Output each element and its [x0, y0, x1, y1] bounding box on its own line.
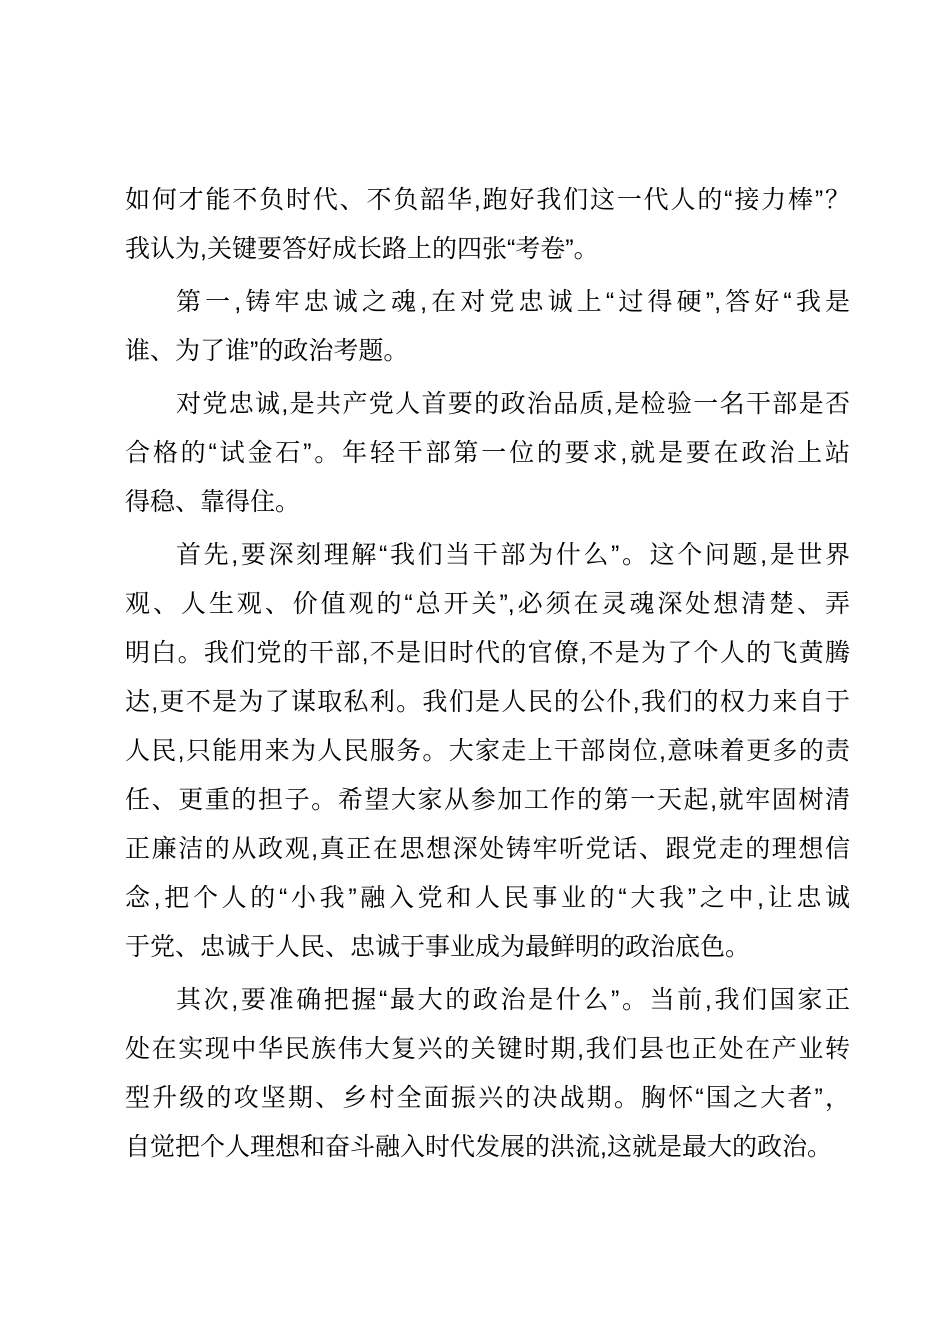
- text-line: 达,更不是为了谋取私利。我们是人民的公仆,我们的权力来自于: [125, 688, 850, 716]
- text-line: 人民,只能用来为人民服务。大家走上干部岗位,意味着更多的责: [125, 737, 850, 765]
- text-line: 念,把个人的“小我”融入党和人民事业的“大我”之中,让忠诚: [125, 884, 850, 912]
- text-line: 我认为,关键要答好成长路上的四张“考卷”。: [125, 235, 599, 263]
- paragraph: [125, 176, 850, 274]
- paragraph: [125, 976, 850, 1172]
- text-line: 得稳、靠得住。: [125, 488, 301, 516]
- paragraph: [125, 531, 850, 972]
- paragraph: [125, 278, 850, 376]
- text-line: 其次,要准确把握“最大的政治是什么”。当前,我们国家正: [176, 986, 850, 1014]
- paragraph: [125, 380, 850, 527]
- text-line: 明白。我们党的干部,不是旧时代的官僚,不是为了个人的飞黄腾: [125, 639, 850, 667]
- text-line: 观、人生观、价值观的“总开关”,必须在灵魂深处想清楚、弄: [125, 590, 850, 618]
- text-line: 对党忠诚,是共产党人首要的政治品质,是检验一名干部是否: [176, 390, 850, 418]
- text-line: 第一,铸牢忠诚之魂,在对党忠诚上“过得硬”,答好“我是: [176, 288, 850, 316]
- text-line: 合格的“试金石”。年轻干部第一位的要求,就是要在政治上站: [125, 439, 850, 467]
- text-line: 处在实现中华民族伟大复兴的关键时期,我们县也正处在产业转: [125, 1035, 850, 1063]
- text-line: 正廉洁的从政观,真正在思想深处铸牢听党话、跟党走的理想信: [125, 835, 850, 863]
- text-line: 首先,要深刻理解“我们当干部为什么”。这个问题,是世界: [176, 541, 850, 569]
- text-line: 型升级的攻坚期、乡村全面振兴的决战期。胸怀“国之大者”，: [125, 1084, 850, 1112]
- text-line: 谁、为了谁”的政治考题。: [125, 337, 409, 365]
- text-line: 于党、忠诚于人民、忠诚于事业成为最鲜明的政治底色。: [125, 933, 751, 961]
- text-line: 任、更重的担子。希望大家从参加工作的第一天起,就牢固树清: [125, 786, 850, 814]
- text-line: 如何才能不负时代、不负韶华,跑好我们这一代人的“接力棒”？: [125, 186, 850, 214]
- text-line: 自觉把个人理想和奋斗融入时代发展的洪流,这就是最大的政治。: [125, 1133, 832, 1161]
- document-text: [125, 176, 850, 1176]
